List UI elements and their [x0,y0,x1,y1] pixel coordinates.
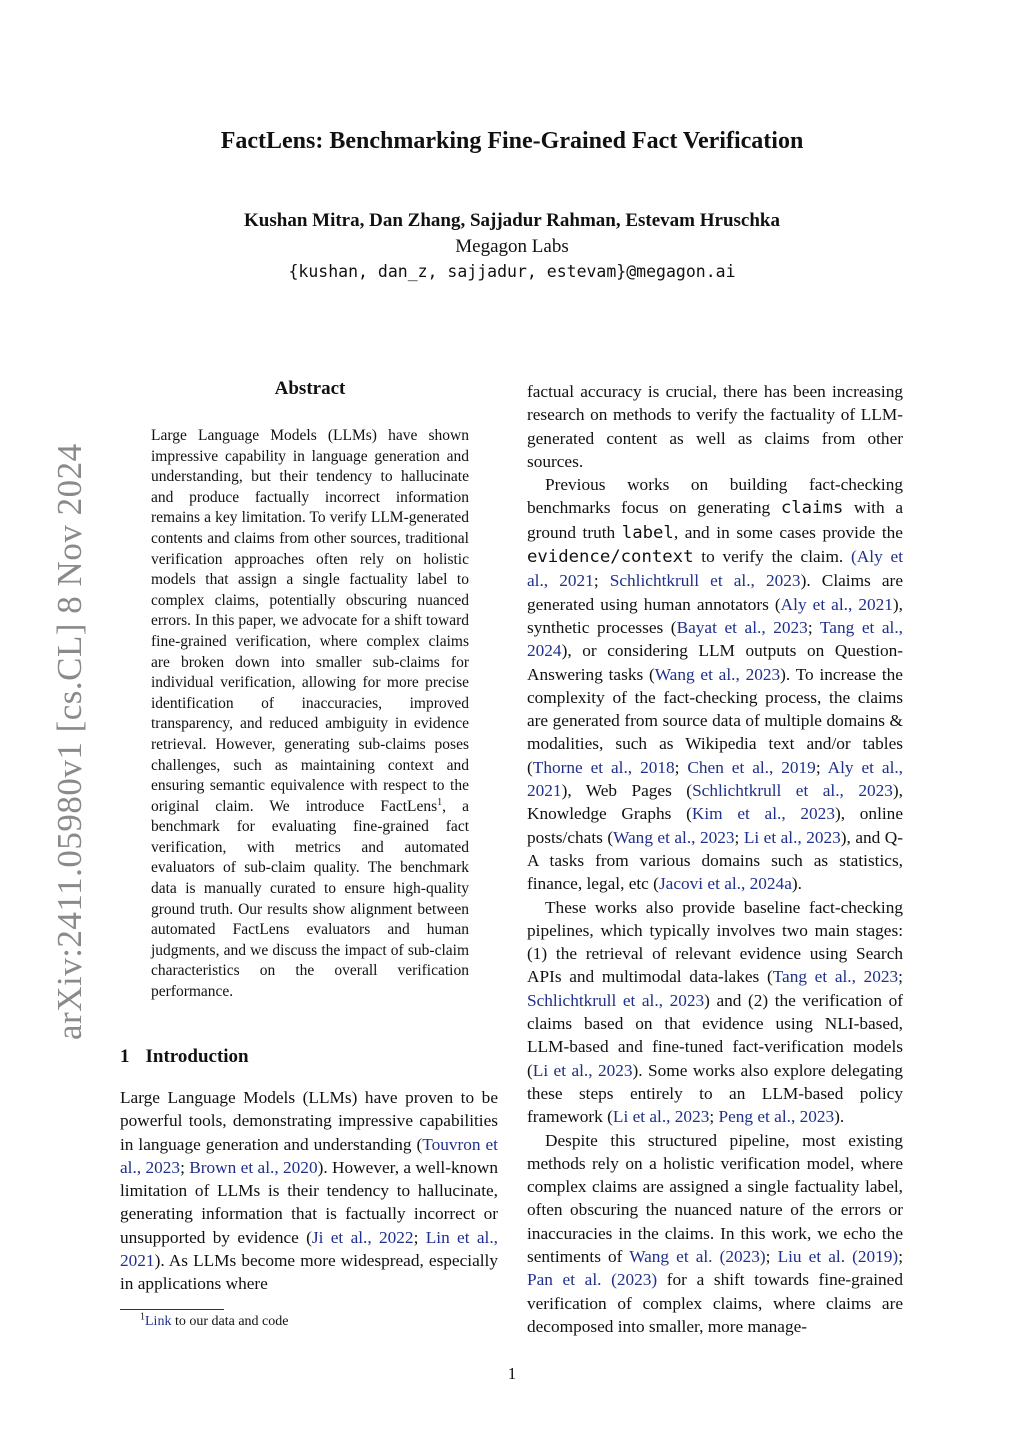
citation-link[interactable]: (Aly et al., 2021 [527,547,904,591]
citation-link[interactable]: Lin et al., 2021 [120,1227,498,1271]
section-heading-introduction [120,1046,249,1068]
right-paragraph-2: Previous works on building fact-checking benchmarks focus on generating claims with a ground truth label, and in some cases provide the evidence/context to verify the claim. (Aly et al., 2021; Schlichtkrull et al., 2023). Claims are generated using human annotators (Aly et al., 2021), synthetic processes (Bayat et al., 2023; Tang et al., 2024), or considering LLM outputs on Question-Answering tasks (Wang et al., 2023). To increase the complexity of the fact-checking process, the claims are generated from source data of multiple domains & modalities, such as Wikipedia text and/or tables (Thorne et al., 2018; Chen et al., 2019; Aly et al., 2021), Web Pages (Schlichtkrull et al., 2023), Knowledge Graphs (Kim et al., 2023), online posts/chats (Wang et al., 2023; Li et al., 2023), and Q-A tasks from various domains such as statistics, finance, legal, etc (Jacovi et al., 2024a). [527,475,904,894]
citation-link[interactable]: Wang et al., 2023 [613,827,735,847]
citation-link[interactable]: Ji et al., 2022 [311,1227,414,1247]
citation-link[interactable]: Jacovi et al., 2024a [658,874,792,894]
right-column [527,380,903,1338]
footnote-mark[interactable]: 1 [437,796,443,808]
footnote-link[interactable]: Link [145,1314,172,1329]
citation-link[interactable]: Bayat et al., 2023 [676,617,808,637]
citation-link[interactable]: Schlichtkrull et al., 2023 [609,571,801,591]
abstract-text-b: , a benchmark for evaluating fine-grained fact verification, with metrics and automated evaluators of sub-claim quality. The benchmark data is manually curated to ensure high-quality ground truth. Our results show alignment between automated FactLens evaluators and human judgments, and we discuss the impact of sub-claim characteristics on the overall verification performance. [151,797,469,1001]
citation-link[interactable]: Thorne et al., 2018 [532,757,675,777]
footnote-number: 1 [140,1311,145,1323]
citation-link[interactable]: Pan et al. (2023) [527,1270,658,1290]
abstract-text-a: Large Language Models (LLMs) have shown impressive capability in language generation and understanding, but their tendency to hallucinate and produce factually incorrect information remains a key limitation. To verify LLM-generated contents and claims from other sources, traditional verification approaches often rely on holistic models that assign a single factuality label to complex claims, potentially obscuring nuanced errors. In this paper, we advocate for a shift toward fine-grained verification, where complex claims are broken down into smaller sub-claims for individual verification, allowing for more precise identification of inaccuracies, improved transparency, and reduced ambiguity in evidence retrieval. However, generating sub-claims poses challenges, such as maintaining context and ensuring semantic equivalence with respect to the original claim. We introduce FactLens [151,427,469,815]
citation-link[interactable]: Chen et al., 2019 [687,757,816,777]
abstract-body [151,426,469,1003]
citation-link[interactable]: Touvron et al., 2023 [120,1134,498,1177]
citation-link[interactable]: Liu et al. (2019) [777,1246,899,1266]
citation-link[interactable]: Li et al., 2023 [532,1060,633,1080]
citation-link[interactable]: Brown et al., 2020 [189,1157,318,1177]
author-emails: {kushan, dan_z, sajjadur, estevam}@megagon.ai [288,262,736,281]
citation-link[interactable]: Tang et al., 2024 [527,617,904,661]
section-title: Introduction [145,1046,249,1067]
paper-title: FactLens: Benchmarking Fine-Grained Fact Verification [220,128,804,154]
citation-link[interactable]: Wang et al., 2023 [654,664,781,684]
footnote-text: to our data and code [171,1314,289,1329]
intro-paragraph-1: Large Language Models (LLMs) have proven to be powerful tools, demonstrating impressive capabilities in language generation and understanding (Touvron et al., 2023; Brown et al., 2020). However, a well-known limitation of LLMs is their tendency to hallucinate, generating information that is factually incorrect or unsupported by evidence (Ji et al., 2022; Lin et al., 2021). As LLMs become more widespread, especially in applications where [120,1088,498,1294]
citation-link[interactable]: Wang et al. (2023) [629,1246,766,1266]
citation-link[interactable]: Li et al., 2023 [743,827,841,847]
affiliation: Megagon Labs [455,236,569,257]
right-paragraph-1: factual accuracy is crucial, there has been increasing research on methods to verify the factuality of LLM-generated content as well as claims from other sources. [527,382,903,471]
author-list: Kushan Mitra, Dan Zhang, Sajjadur Rahman, Estevam Hruschka [244,210,780,231]
citation-link[interactable]: Schlichtkrull et al., 2023 [527,990,705,1010]
citation-link[interactable]: Li et al., 2023 [612,1107,710,1127]
citation-link[interactable]: Schlichtkrull et al., 2023 [692,781,893,801]
citation-link[interactable]: Aly et al., 2021 [780,594,893,614]
right-paragraph-4: Despite this structured pipeline, most existing methods rely on a holistic verification model, where complex claims are assigned a single factuality label, often obscuring the nuanced nature of the errors or inaccuracies in the claims. In this work, we echo the sentiments of Wang et al. (2023); Liu et al. (2019); Pan et al. (2023) for a shift towards fine-grained verification of complex claims, where claims are decomposed into smaller, more manage- [527,1130,903,1336]
citation-link[interactable]: Kim et al., 2023 [691,804,835,824]
abstract-heading: Abstract [274,378,346,399]
footnote-divider [120,1309,224,1310]
code-term: label [621,522,674,543]
arxiv-stamp: arXiv:2411.05980v1 [cs.CL] 8 Nov 2024 [50,443,89,1040]
citation-link[interactable]: Tang et al., 2023 [772,967,899,987]
code-term: evidence/context [527,547,694,568]
citation-link[interactable]: Aly et al., 2021 [527,757,904,801]
right-paragraph-3: These works also provide baseline fact-checking pipelines, which typically involves two main stages: (1) the retrieval of relevant evidence using Search APIs and multimodal data-lakes (Tang et al., 2023; Schlichtkrull et al., 2023) and (2) the verification of claims based on that evidence using NLI-based, LLM-based and fine-tuned fact-verification models (Li et al., 2023). Some works also explore delegating these steps entirely to an LLM-based policy framework (Li et al., 2023; Peng et al., 2023). [527,897,903,1127]
section-number: 1 [120,1046,130,1067]
citation-link[interactable]: Peng et al., 2023 [718,1107,835,1127]
page-number: 1 [507,1364,517,1383]
code-term: claims [780,498,844,519]
footnote [140,1311,289,1330]
